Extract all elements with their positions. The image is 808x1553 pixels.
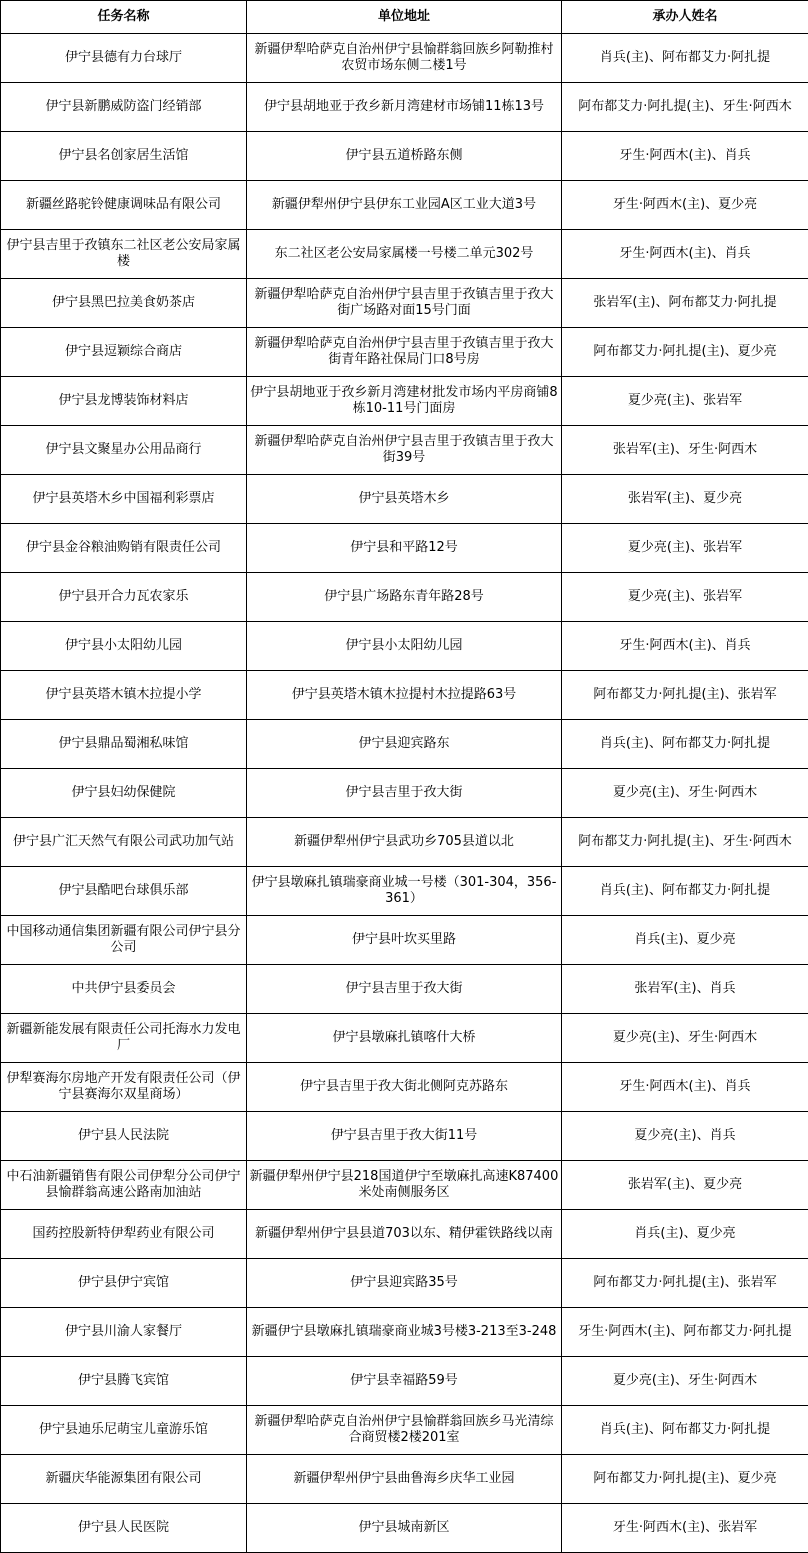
table-row [1,34,808,83]
cell-task-name: 伊宁县英塔木镇木拉提小学 [1,671,247,720]
cell-unit-address: 新疆伊犁哈萨克自治州伊宁县愉群翁回族乡马光清综合商贸楼2楼201室 [247,1406,562,1455]
cell-handler-names: 张岩军(主)、肖兵 [562,965,808,1014]
cell-task-name: 新疆新能发展有限责任公司托海水力发电厂 [1,1014,247,1063]
cell-handler-names: 牙生·阿西木(主)、肖兵 [562,622,808,671]
cell-unit-address: 新疆伊犁州伊宁县伊东工业园A区工业大道3号 [247,181,562,230]
cell-unit-address: 伊宁县迎宾路35号 [247,1259,562,1308]
cell-task-name: 伊宁县鼎品蜀湘私味馆 [1,720,247,769]
cell-unit-address: 新疆伊犁州伊宁县县道703以东、精伊霍铁路线以南 [247,1210,562,1259]
table-row [1,328,808,377]
cell-task-name: 伊宁县新鹏威防盗门经销部 [1,83,247,132]
cell-task-name: 伊宁县开合力瓦农家乐 [1,573,247,622]
cell-task-name: 伊宁县迪乐尼萌宝儿童游乐馆 [1,1406,247,1455]
cell-unit-address: 伊宁县迎宾路东 [247,720,562,769]
table-row [1,475,808,524]
table-row [1,1357,808,1406]
cell-handler-names: 阿布都艾力·阿扎提(主)、牙生·阿西木 [562,83,808,132]
cell-handler-names: 阿布都艾力·阿扎提(主)、夏少亮 [562,328,808,377]
cell-handler-names: 张岩军(主)、阿布都艾力·阿扎提 [562,279,808,328]
cell-handler-names: 牙生·阿西木(主)、肖兵 [562,230,808,279]
table-row [1,1112,808,1161]
cell-handler-names: 阿布都艾力·阿扎提(主)、牙生·阿西木 [562,818,808,867]
cell-handler-names: 肖兵(主)、阿布都艾力·阿扎提 [562,34,808,83]
cell-handler-names: 阿布都艾力·阿扎提(主)、张岩军 [562,1259,808,1308]
table-row [1,573,808,622]
cell-handler-names: 张岩军(主)、夏少亮 [562,475,808,524]
table-row [1,622,808,671]
cell-handler-names: 肖兵(主)、阿布都艾力·阿扎提 [562,867,808,916]
cell-handler-names: 夏少亮(主)、牙生·阿西木 [562,769,808,818]
cell-task-name: 伊宁县酷吧台球俱乐部 [1,867,247,916]
header-row [1,1,808,34]
cell-unit-address: 伊宁县和平路12号 [247,524,562,573]
cell-unit-address: 伊宁县叶坎买里路 [247,916,562,965]
table-row [1,1308,808,1357]
cell-task-name: 伊宁县金谷粮油购销有限责任公司 [1,524,247,573]
cell-handler-names: 阿布都艾力·阿扎提(主)、夏少亮 [562,1455,808,1504]
cell-task-name: 国药控股新特伊犁药业有限公司 [1,1210,247,1259]
table-row [1,1455,808,1504]
cell-unit-address: 伊宁县英塔木镇木拉提村木拉提路63号 [247,671,562,720]
cell-unit-address: 伊宁县墩麻扎镇瑞豪商业城一号楼（301-304，356-361） [247,867,562,916]
cell-unit-address: 伊宁县胡地亚于孜乡新月湾建材批发市场内平房商铺8栋10-11号门面房 [247,377,562,426]
cell-unit-address: 伊宁县幸福路59号 [247,1357,562,1406]
cell-unit-address: 新疆伊宁县墩麻扎镇瑞豪商业城3号楼3-213至3-248 [247,1308,562,1357]
table-row [1,1161,808,1210]
table-row [1,720,808,769]
cell-task-name: 中石油新疆销售有限公司伊犁分公司伊宁县愉群翁高速公路南加油站 [1,1161,247,1210]
cell-unit-address: 伊宁县英塔木乡 [247,475,562,524]
cell-unit-address: 新疆伊犁州伊宁县武功乡705县道以北 [247,818,562,867]
table-row [1,867,808,916]
cell-task-name: 伊宁县广汇天然气有限公司武功加气站 [1,818,247,867]
table-row [1,1259,808,1308]
header-task-name: 任务名称 [1,1,247,34]
cell-task-name: 伊宁县吉里于孜镇东二社区老公安局家属楼 [1,230,247,279]
cell-unit-address: 伊宁县小太阳幼儿园 [247,622,562,671]
cell-task-name: 新疆庆华能源集团有限公司 [1,1455,247,1504]
cell-handler-names: 牙生·阿西木(主)、夏少亮 [562,181,808,230]
cell-task-name: 伊宁县人民法院 [1,1112,247,1161]
cell-handler-names: 肖兵(主)、夏少亮 [562,916,808,965]
cell-handler-names: 牙生·阿西木(主)、阿布都艾力·阿扎提 [562,1308,808,1357]
cell-handler-names: 牙生·阿西木(主)、张岩军 [562,1504,808,1553]
cell-task-name: 伊宁县德有力台球厅 [1,34,247,83]
table-row [1,769,808,818]
table-row [1,230,808,279]
cell-handler-names: 肖兵(主)、阿布都艾力·阿扎提 [562,720,808,769]
cell-handler-names: 夏少亮(主)、张岩军 [562,377,808,426]
table-row [1,426,808,475]
table-row [1,1210,808,1259]
cell-task-name: 伊犁赛海尔房地产开发有限责任公司（伊宁县赛海尔双星商场） [1,1063,247,1112]
cell-handler-names: 夏少亮(主)、牙生·阿西木 [562,1357,808,1406]
cell-unit-address: 伊宁县吉里于孜大街 [247,965,562,1014]
table-row [1,965,808,1014]
cell-unit-address: 新疆伊犁州伊宁县曲鲁海乡庆华工业园 [247,1455,562,1504]
cell-task-name: 中共伊宁县委员会 [1,965,247,1014]
cell-task-name: 伊宁县黑巴拉美食奶茶店 [1,279,247,328]
cell-unit-address: 伊宁县城南新区 [247,1504,562,1553]
cell-unit-address: 伊宁县吉里于孜大街北侧阿克苏路东 [247,1063,562,1112]
table-row [1,83,808,132]
table-row [1,671,808,720]
cell-task-name: 伊宁县逗颖综合商店 [1,328,247,377]
table-row [1,1406,808,1455]
cell-unit-address: 伊宁县吉里于孜大街11号 [247,1112,562,1161]
cell-unit-address: 新疆伊犁哈萨克自治州伊宁县愉群翁回族乡阿勒推村农贸市场东侧二楼1号 [247,34,562,83]
table-row [1,377,808,426]
cell-unit-address: 东二社区老公安局家属楼一号楼二单元302号 [247,230,562,279]
table-row [1,1504,808,1553]
cell-task-name: 伊宁县腾飞宾馆 [1,1357,247,1406]
table-row [1,1063,808,1112]
cell-unit-address: 伊宁县胡地亚于孜乡新月湾建材市场铺11栋13号 [247,83,562,132]
cell-handler-names: 张岩军(主)、牙生·阿西木 [562,426,808,475]
table-row [1,132,808,181]
header-handler-names: 承办人姓名 [562,1,808,34]
table-row [1,1014,808,1063]
table-row [1,524,808,573]
cell-task-name: 伊宁县名创家居生活馆 [1,132,247,181]
cell-task-name: 伊宁县小太阳幼儿园 [1,622,247,671]
cell-handler-names: 张岩军(主)、夏少亮 [562,1161,808,1210]
cell-unit-address: 伊宁县五道桥路东侧 [247,132,562,181]
cell-unit-address: 伊宁县吉里于孜大街 [247,769,562,818]
cell-unit-address: 新疆伊犁哈萨克自治州伊宁县吉里于孜镇吉里于孜大街青年路社保局门口8号房 [247,328,562,377]
cell-task-name: 伊宁县龙博装饰材料店 [1,377,247,426]
cell-unit-address: 新疆伊犁州伊宁县218国道伊宁至墩麻扎高速K87400米处南侧服务区 [247,1161,562,1210]
cell-handler-names: 夏少亮(主)、张岩军 [562,524,808,573]
cell-task-name: 新疆丝路驼铃健康调味品有限公司 [1,181,247,230]
cell-handler-names: 夏少亮(主)、肖兵 [562,1112,808,1161]
table-row [1,279,808,328]
cell-task-name: 伊宁县川渝人家餐厅 [1,1308,247,1357]
cell-handler-names: 阿布都艾力·阿扎提(主)、张岩军 [562,671,808,720]
cell-handler-names: 牙生·阿西木(主)、肖兵 [562,1063,808,1112]
cell-handler-names: 牙生·阿西木(主)、肖兵 [562,132,808,181]
header-unit-address: 单位地址 [247,1,562,34]
cell-task-name: 伊宁县文聚星办公用品商行 [1,426,247,475]
cell-task-name: 伊宁县伊宁宾馆 [1,1259,247,1308]
cell-task-name: 伊宁县妇幼保健院 [1,769,247,818]
cell-unit-address: 新疆伊犁哈萨克自治州伊宁县吉里于孜镇吉里于孜大街广场路对面15号门面 [247,279,562,328]
table-row [1,181,808,230]
cell-task-name: 伊宁县英塔木乡中国福利彩票店 [1,475,247,524]
cell-handler-names: 夏少亮(主)、牙生·阿西木 [562,1014,808,1063]
cell-task-name: 伊宁县人民医院 [1,1504,247,1553]
table-row [1,818,808,867]
cell-unit-address: 新疆伊犁哈萨克自治州伊宁县吉里于孜镇吉里于孜大街39号 [247,426,562,475]
cell-unit-address: 伊宁县墩麻扎镇喀什大桥 [247,1014,562,1063]
cell-unit-address: 伊宁县广场路东青年路28号 [247,573,562,622]
cell-handler-names: 夏少亮(主)、张岩军 [562,573,808,622]
cell-handler-names: 肖兵(主)、阿布都艾力·阿扎提 [562,1406,808,1455]
cell-handler-names: 肖兵(主)、夏少亮 [562,1210,808,1259]
cell-task-name: 中国移动通信集团新疆有限公司伊宁县分公司 [1,916,247,965]
table-row [1,916,808,965]
